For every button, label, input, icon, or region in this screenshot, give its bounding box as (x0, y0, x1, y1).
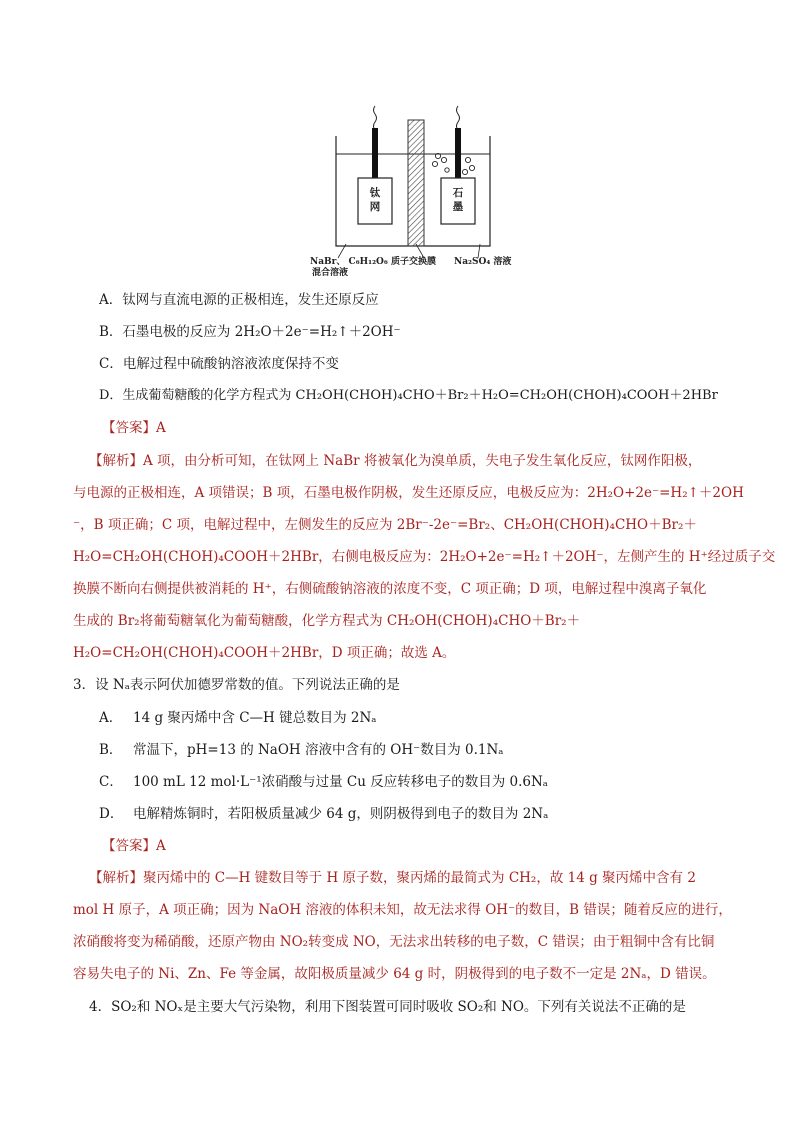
left-solution-sub-label: 混合溶液 (312, 268, 349, 278)
q2-analysis-line: H₂O=CH₂OH(CHOH)₄COOH＋2HBr，右侧电极反应为：2H₂O+2e⁻=H₂↑＋2OH⁻，左侧产生的 H⁺经过质子交 (73, 549, 776, 565)
q4-stem: 4．SO₂和 NOₓ是主要大气污染物，利用下图装置可同时吸收 SO₂和 NO。下列有关说法不正确的是 (89, 999, 686, 1015)
left-electrode-label: 钛网 (369, 187, 381, 213)
option-text: 常温下，pH=13 的 NaOH 溶液中含有的 OH⁻数目为 0.1Nₐ (133, 742, 504, 758)
q3-analysis-line: 容易失电子的 Ni、Zn、Fe 等金属，故阳极质量减少 64 g 时，阴极得到的电子数不一定是 2Nₐ，D 错误。 (73, 966, 716, 982)
q2-analysis-line: H₂O=CH₂OH(CHOH)₄COOH＋2HBr，D 项正确；故选 A。 (73, 645, 456, 661)
electrolysis-diagram (300, 98, 530, 276)
q2-option-a: A．钛网与直流电源的正极相连，发生还原反应 (99, 292, 379, 308)
q2-analysis-line: 生成的 Br₂将葡萄糖氧化为葡萄糖酸，化学方程式为 CH₂OH(CHOH)₄CHO＋Br₂＋ (73, 613, 581, 629)
q2-option-d: D．生成葡萄糖酸的化学方程式为 CH₂OH(CHOH)₄CHO＋Br₂＋H₂O=CH₂OH(CHOH)₄COOH＋2HBr (99, 388, 718, 403)
q2-answer: 【答案】A (102, 420, 166, 436)
q2-analysis-line: 与电源的正极相连，A 项错误；B 项，石墨电极作阴极，发生还原反应，电极反应为：2H₂O+2e⁻=H₂↑＋2OH (73, 485, 744, 501)
q2-option-b: B．石墨电极的反应为 2H₂O＋2e⁻=H₂↑＋2OH⁻ (99, 324, 401, 340)
option-label: A． (99, 710, 123, 726)
q3-answer: 【答案】A (102, 838, 166, 854)
option-text: 电解精炼铜时，若阳极质量减少 64 g，则阴极得到电子的数目为 2Nₐ (133, 806, 549, 822)
right-solution-label: Na₂SO₄ 溶液 (454, 257, 512, 267)
q2-option-c: C．电解过程中硫酸钠溶液浓度保持不变 (99, 356, 339, 372)
option-label: B． (99, 742, 123, 758)
option-text: 14 g 聚丙烯中含 C—H 键总数目为 2Nₐ (133, 710, 377, 726)
right-electrode-label: 石墨 (452, 187, 464, 213)
q3-stem: 3．设 Nₐ表示阿伏加德罗常数的值。下列说法正确的是 (73, 677, 400, 693)
electrolysis-cell-drawing (300, 98, 530, 276)
q3-option-b (99, 740, 504, 760)
option-text: 100 mL 12 mol·L⁻¹浓硝酸与过量 Cu 反应转移电子的数目为 0.6Nₐ (133, 774, 549, 790)
q3-option-a (99, 708, 377, 728)
q3-analysis-line: mol H 原子，A 项正确；因为 NaOH 溶液的体积未知，故无法求得 OH⁻的数目，B 错误；随着反应的进行， (73, 902, 732, 918)
q2-analysis-line: 【解析】A 项，由分析可知，在钛网上 NaBr 将被氧化为溴单质，失电子发生氧化反应，钛网作阳极， (89, 453, 702, 469)
q3-analysis-line: 浓硝酸将变为稀硝酸，还原产物由 NO₂转变成 NO，无法求出转移的电子数，C 错误；由于粗铜中含有比铜 (73, 934, 715, 950)
q2-analysis-line: 换膜不断向右侧提供被消耗的 H⁺，右侧硫酸钠溶液的浓度不变，C 项正确；D 项，电解过程中溴离子氧化 (73, 581, 707, 597)
option-label: D． (99, 806, 124, 822)
q2-analysis-line: ⁻，B 项正确；C 项，电解过程中，左侧发生的反应为 2Br⁻-2e⁻=Br₂、CH₂OH(CHOH)₄CHO＋Br₂＋ (73, 517, 697, 533)
option-label: C． (99, 774, 123, 790)
q3-analysis-line: 【解析】聚丙烯中的 C—H 键数目等于 H 原子数，聚丙烯的最简式为 CH₂，故 14 g 聚丙烯中含有 2 (89, 870, 696, 886)
q3-option-d (99, 804, 548, 824)
left-solution-label: NaBr、 C₆H₁₂O₆ 质子交换膜 (310, 257, 436, 267)
q3-option-c (99, 772, 548, 792)
